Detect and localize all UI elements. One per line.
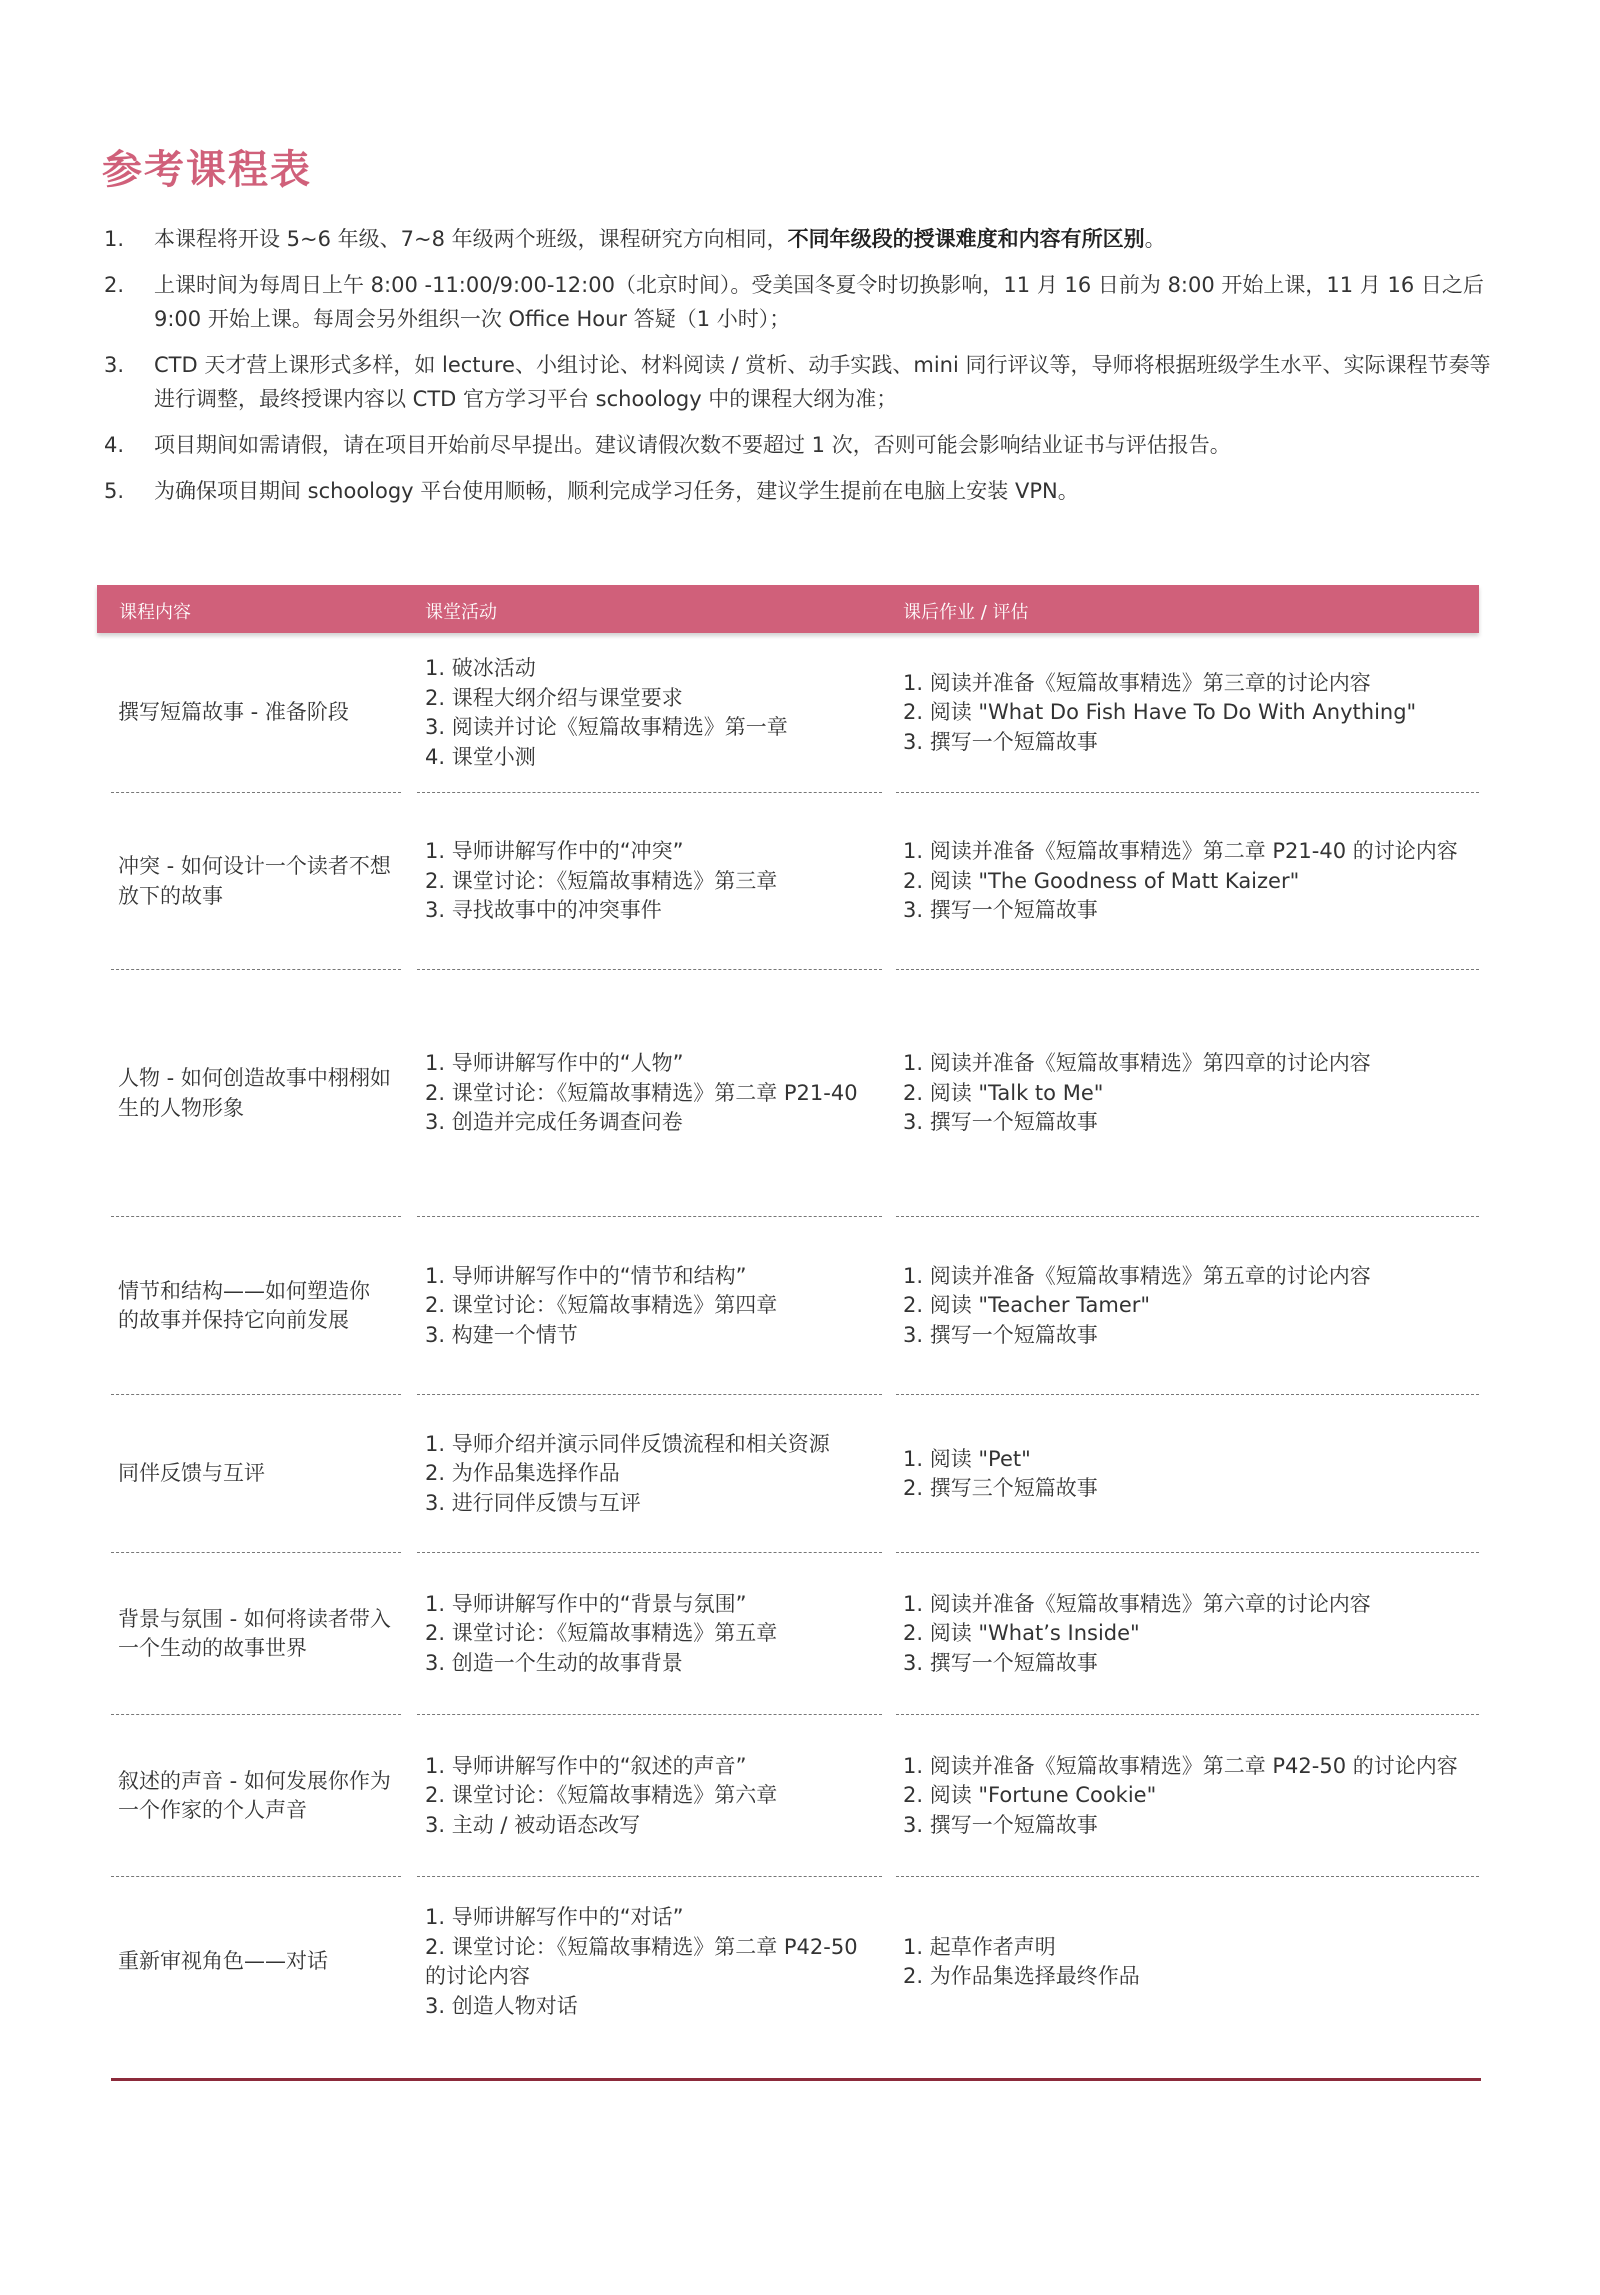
cell-line: 3. 撰写一个短篇故事	[903, 1812, 1098, 1837]
cell-line: 3. 寻找故事中的冲突事件	[425, 898, 662, 923]
cell-line: 2. 阅读 "What’s Inside"	[903, 1621, 1140, 1646]
cell-line: 生的人物形象	[118, 1095, 244, 1120]
row-homework	[903, 1752, 1473, 1841]
cell-line: 2. 课堂讨论：《短篇故事精选》第五章	[425, 1621, 778, 1646]
note-item	[104, 474, 1504, 508]
note-item	[104, 268, 1504, 336]
row-activities	[425, 1903, 970, 2021]
header-activities: 课堂活动	[425, 602, 497, 623]
cell-line: 2. 课堂讨论：《短篇故事精选》第三章	[425, 868, 778, 893]
table-row	[97, 1395, 1479, 1553]
cell-line: 3. 主动 / 被动语态改写	[425, 1812, 641, 1837]
cell-line: 1. 阅读并准备《短篇故事精选》第四章的讨论内容	[903, 1051, 1371, 1076]
table-row	[97, 970, 1479, 1217]
row-activities	[425, 1430, 970, 1519]
cell-line: 3. 进行同伴反馈与互评	[425, 1490, 641, 1515]
row-topic	[118, 698, 403, 728]
cell-line: 撰写短篇故事 - 准备阶段	[118, 700, 349, 725]
note-number: 4.	[104, 433, 125, 457]
note-item	[104, 222, 1504, 256]
table-row	[97, 1217, 1479, 1395]
table-row	[97, 793, 1479, 970]
cell-line: 4. 课堂小测	[425, 744, 536, 769]
table-row	[97, 633, 1479, 793]
header-topic: 课程内容	[119, 602, 191, 623]
note-number: 5.	[104, 479, 125, 503]
note-number: 3.	[104, 353, 125, 377]
row-topic	[118, 1767, 403, 1826]
notes-list	[104, 222, 1504, 520]
cell-line: 2. 撰写三个短篇故事	[903, 1476, 1098, 1500]
cell-line: 2. 阅读 "The Goodness of Matt Kaizer"	[903, 868, 1300, 893]
row-activities	[425, 1590, 970, 1679]
note-text: 上课时间为每周日上午 8:00 -11:00/9:00-12:00（北京时间）。受美国冬夏令时切换影响，11 月 16 日前为 8:00 开始上课，11 月 16 日之后 9:00 开始上课。每周会另外组织一次 Office Hour 答疑（1 小时）；	[154, 273, 1484, 331]
row-activities	[425, 1049, 970, 1138]
note-item	[104, 428, 1504, 462]
cell-line: 一个生动的故事世界	[118, 1636, 307, 1660]
cell-line: 1. 破冰活动	[425, 656, 536, 680]
cell-line: 2. 阅读 "Fortune Cookie"	[903, 1783, 1157, 1808]
cell-line: 1. 阅读并准备《短篇故事精选》第二章 P21-40 的讨论内容	[903, 839, 1458, 864]
cell-line: 2. 课堂讨论：《短篇故事精选》第二章 P21-40	[425, 1080, 858, 1105]
cell-line: 背景与氛围 - 如何将读者带入	[118, 1606, 391, 1631]
cell-line: 重新审视角色——对话	[118, 1949, 328, 1974]
row-activities	[425, 654, 970, 772]
cell-line: 2. 阅读 "Teacher Tamer"	[903, 1293, 1151, 1318]
row-homework	[903, 1445, 1473, 1504]
cell-line: 2. 为作品集选择最终作品	[903, 1964, 1140, 1988]
cell-line: 2. 课堂讨论：《短篇故事精选》第二章 P42-50	[425, 1934, 858, 1959]
cell-line: 1. 导师讲解写作中的“对话”	[425, 1905, 684, 1929]
row-activities	[425, 1262, 970, 1351]
header-homework: 课后作业 / 评估	[903, 602, 1029, 623]
cell-line: 放下的故事	[118, 883, 223, 908]
note-item	[104, 348, 1504, 416]
cell-line: 1. 阅读并准备《短篇故事精选》第三章的讨论内容	[903, 670, 1371, 695]
cell-line: 3. 撰写一个短篇故事	[903, 729, 1098, 754]
cell-line: 1. 导师讲解写作中的“情节和结构”	[425, 1263, 747, 1288]
cell-line: 情节和结构——如何塑造你	[118, 1278, 370, 1303]
cell-line: 1. 导师讲解写作中的“背景与氛围”	[425, 1591, 747, 1616]
note-text: 为确保项目期间 schoology 平台使用顺畅，顺利完成学习任务，建议学生提前在电脑上安装 VPN。	[154, 479, 1079, 503]
cell-line: 2. 课堂讨论：《短篇故事精选》第四章	[425, 1293, 778, 1318]
bottom-divider	[111, 2078, 1481, 2081]
cell-line: 3. 创造一个生动的故事背景	[425, 1650, 683, 1675]
cell-line: 2. 课堂讨论：《短篇故事精选》第六章	[425, 1783, 778, 1808]
table-header	[97, 585, 1479, 633]
cell-line: 的故事并保持它向前发展	[118, 1308, 349, 1332]
cell-line: 冲突 - 如何设计一个读者不想	[118, 854, 391, 878]
cell-line: 2. 阅读 "What Do Fish Have To Do With Anything"	[903, 700, 1417, 725]
cell-line: 3. 撰写一个短篇故事	[903, 1110, 1098, 1135]
note-number: 1.	[104, 227, 125, 251]
table-row	[97, 1877, 1479, 2047]
note-text: 本课程将开设 5~6 年级、7~8 年级两个班级，课程研究方向相同，	[154, 227, 788, 251]
row-topic	[118, 1277, 403, 1336]
row-topic	[118, 852, 403, 911]
row-homework	[903, 1590, 1473, 1679]
cell-line: 1. 阅读并准备《短篇故事精选》第六章的讨论内容	[903, 1591, 1371, 1616]
note-emphasis: 不同年级段的授课难度和内容有所区别	[787, 227, 1145, 251]
cell-line: 1. 起草作者声明	[903, 1934, 1056, 1959]
cell-line: 3. 撰写一个短篇故事	[903, 898, 1098, 923]
row-homework	[903, 669, 1473, 758]
cell-line: 2. 阅读 "Talk to Me"	[903, 1080, 1104, 1105]
cell-line: 1. 导师讲解写作中的“叙述的声音”	[425, 1753, 747, 1778]
cell-line: 2. 为作品集选择作品	[425, 1461, 620, 1486]
note-number: 2.	[104, 273, 125, 297]
cell-line: 2. 课程大纲介绍与课堂要求	[425, 685, 683, 710]
cell-line: 一个作家的个人声音	[118, 1798, 307, 1822]
row-homework	[903, 1049, 1473, 1138]
row-topic	[118, 1064, 403, 1123]
page-title: 参考课程表	[102, 147, 312, 193]
row-homework	[903, 1933, 1473, 1992]
cell-line: 1. 阅读并准备《短篇故事精选》第五章的讨论内容	[903, 1263, 1371, 1288]
cell-line: 3. 构建一个情节	[425, 1322, 578, 1347]
note-tail: 。	[1144, 227, 1166, 251]
cell-line: 1. 导师讲解写作中的“冲突”	[425, 839, 684, 864]
row-topic	[118, 1605, 403, 1664]
note-text: 项目期间如需请假，请在项目开始前尽早提出。建议请假次数不要超过 1 次，否则可能会影响结业证书与评估报告。	[154, 433, 1231, 457]
note-text: CTD 天才营上课形式多样，如 lecture、小组讨论、材料阅读 / 赏析、动手实践、mini 同行评议等，导师将根据班级学生水平、实际课程节奏等进行调整，最终授课内容以 CTD 官方学习平台 schoology 中的课程大纲为准；	[154, 353, 1491, 411]
row-topic	[118, 1459, 403, 1489]
row-activities	[425, 1752, 970, 1841]
cell-line: 1. 阅读 "Pet"	[903, 1446, 1031, 1471]
row-homework	[903, 1262, 1473, 1351]
cell-line: 的讨论内容	[425, 1964, 530, 1988]
cell-line: 1. 阅读并准备《短篇故事精选》第二章 P42-50 的讨论内容	[903, 1753, 1458, 1778]
cell-line: 3. 阅读并讨论《短篇故事精选》第一章	[425, 715, 788, 739]
row-topic	[118, 1947, 403, 1977]
table-row	[97, 1553, 1479, 1715]
schedule-table	[97, 585, 1479, 2018]
row-homework	[903, 837, 1473, 926]
cell-line: 3. 创造人物对话	[425, 1993, 578, 2018]
cell-line: 1. 导师介绍并演示同伴反馈流程和相关资源	[425, 1431, 830, 1456]
cell-line: 人物 - 如何创造故事中栩栩如	[118, 1066, 391, 1090]
cell-line: 3. 撰写一个短篇故事	[903, 1322, 1098, 1347]
row-activities	[425, 837, 970, 926]
cell-line: 同伴反馈与互评	[118, 1461, 265, 1486]
cell-line: 3. 撰写一个短篇故事	[903, 1650, 1098, 1675]
table-row	[97, 1715, 1479, 1877]
cell-line: 3. 创造并完成任务调查问卷	[425, 1110, 683, 1135]
cell-line: 叙述的声音 - 如何发展你作为	[118, 1768, 391, 1793]
cell-line: 1. 导师讲解写作中的“人物”	[425, 1051, 684, 1076]
